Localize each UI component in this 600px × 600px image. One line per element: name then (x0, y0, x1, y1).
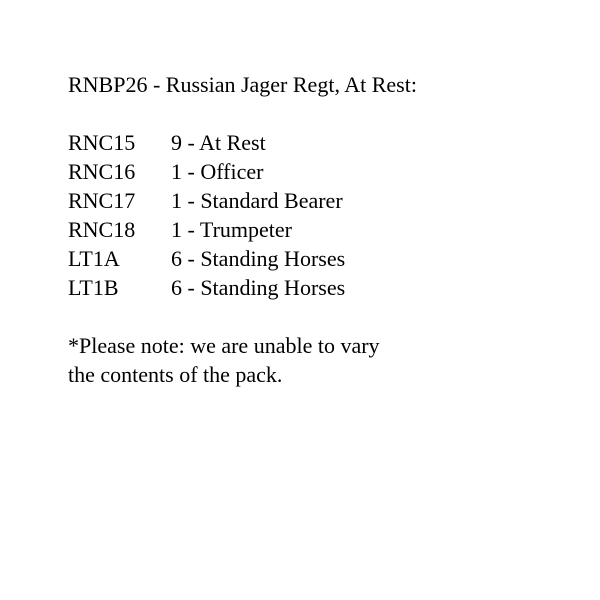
item-description: 6 - Standing Horses (171, 246, 346, 271)
item-code: LT1B (68, 275, 119, 300)
item-code: RNC17 (68, 188, 136, 213)
item-description: 1 - Standard Bearer (171, 188, 343, 213)
item-description: 6 - Standing Horses (171, 275, 346, 300)
pack-contents-list (68, 128, 345, 302)
list-item (68, 186, 345, 215)
list-item (68, 215, 345, 244)
list-item (68, 157, 345, 186)
item-description: 9 - At Rest (171, 130, 266, 155)
item-code: LT1A (68, 246, 120, 271)
item-code: RNC16 (68, 159, 136, 184)
item-code: RNC18 (68, 217, 136, 242)
pack-title: RNBP26 - Russian Jager Regt, At Rest: (68, 72, 417, 97)
note-line-1: *Please note: we are unable to vary (68, 333, 380, 358)
pack-note (68, 331, 380, 389)
item-code: RNC15 (68, 130, 136, 155)
note-line-2: the contents of the pack. (68, 362, 283, 387)
item-description: 1 - Trumpeter (171, 217, 292, 242)
list-item (68, 273, 345, 302)
list-item (68, 128, 345, 157)
list-item (68, 244, 345, 273)
item-description: 1 - Officer (171, 159, 264, 184)
